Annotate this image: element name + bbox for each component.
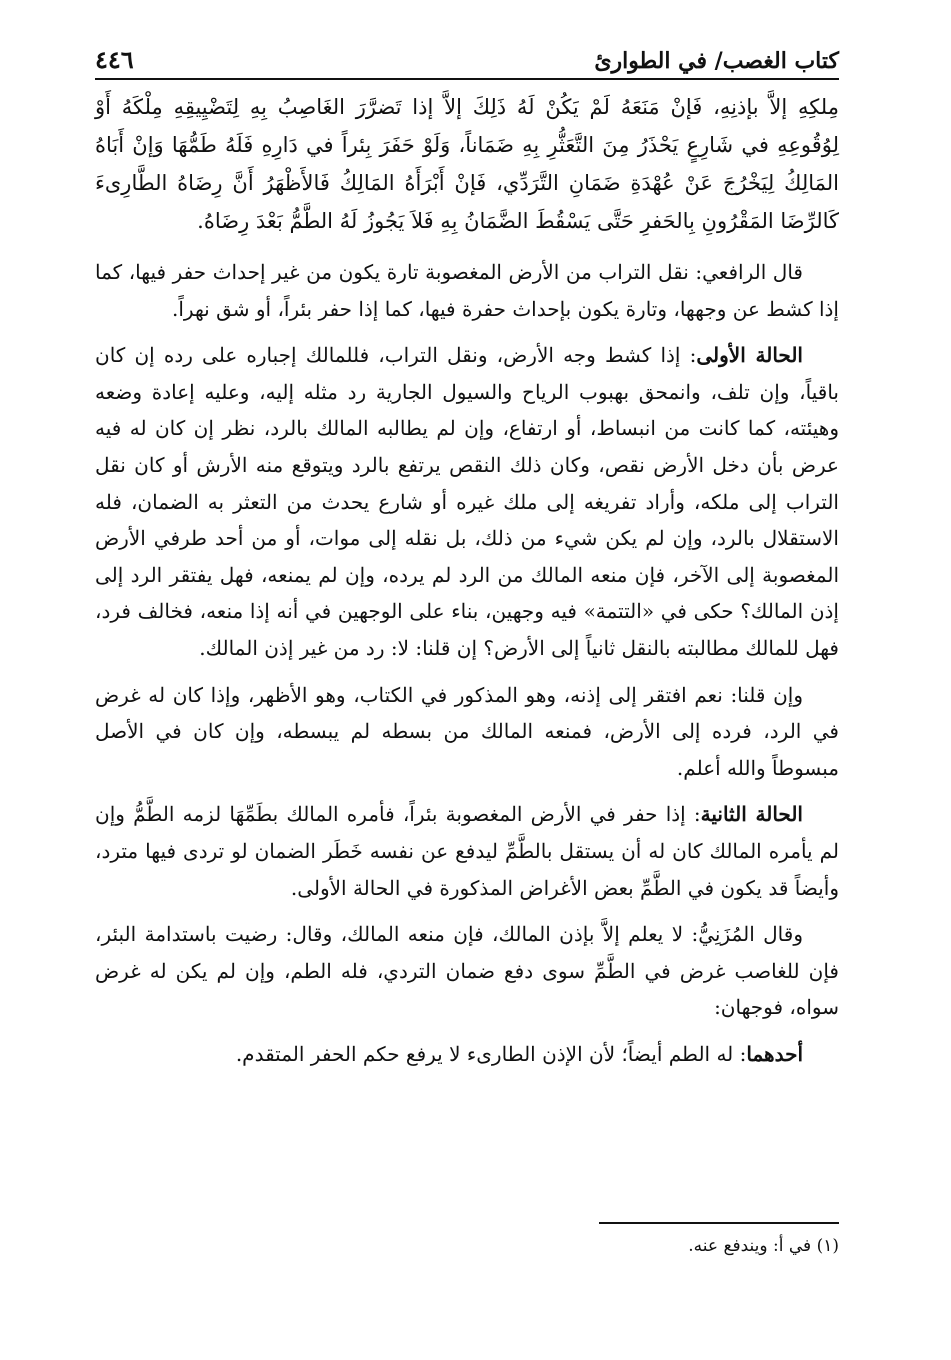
paragraph-text: وقال المُزَنِيُّ: لا يعلم إلاَّ بإذن المالك، فإن منعه المالك، وقال: رضيت باستدامة البئر، فإن للغاصب غرض في الطَّمِّ سوى دفع ضمان التردي، فله الطم، وإن لم يكن له غرض سواه، فوجهان:: [95, 922, 839, 1020]
page-body: [95, 88, 839, 1082]
footnote-rule: [599, 1222, 839, 1224]
running-title: كتاب الغصب/ في الطوارئ: [594, 48, 839, 74]
paragraph-text: : إذا كشط وجه الأرض، ونقل التراب، فللمالك إجباره على رده إن كان باقياً، وإن تلف، وانمحق بهبوب الرياح والسيول الجارية رد مثله إليه، وعليه إعادة وضعه وهيئته، كما كانت من انبساط، أو ارتفاع، وإن لم يطالبه المالك بالرد، نظر إن كان له فيه عرض بأن دخل الأرض نقص، وكان ذلك النقص يرتفع بالرد ويتوقع منه الأرش أو كان نقل التراب إلى ملكه، وأراد تفريغه إلى ملك غيره أو شارع يحدث من التعثر به الضمان، فله الاستقلال بالرد، وإن لم يكن شيء من ذلك، بل نقله إلى موات، أو من أحد طرفي الأرض المغصوبة إلى الآخر، فإن منعه المالك من الرد لم يرده، وإن لم يمنعه، فهل يفتقر الرد إلى إذن المالك؟ حكى في «التتمة» فيه وجهين، بناء على الوجهين في أنه إذا منعه، فخالف فرد، فهل للمالك مطالبته بالنقل ثانياً إلى الأرض؟ إن قلنا: لا: رد من غير إذن المالك.: [95, 343, 839, 660]
paragraph-text: : إذا حفر في الأرض المغصوبة بئراً، فأمره المالك بطَمِّهَا لزمه الطَّمُّ وإن لم يأمره المالك كان له أن يستقل بالطَّمِّ ليدفع عن نفسه خَطَر الضمان لو تردى فيها مترد، وأيضاً قد يكون في الطَّمِّ بعض الأغراض المذكورة في الحالة الأولى.: [95, 802, 839, 900]
paragraph-first-case: [95, 337, 839, 666]
paragraph-muzani: [95, 916, 839, 1026]
paragraph-first-view: [95, 1036, 839, 1073]
first-case-heading: الحالة الأولى: [696, 343, 803, 368]
paragraph-text: وإن قلنا: نعم افتقر إلى إذنه، وهو المذكور في الكتاب، وهو الأظهر، وإذا كان له غرض في الرد، فرده إلى الأرض، فمنعه المالك من بسطه لم يبسطه، وإن كان في الأصل مبسوطاً والله أعلم.: [95, 682, 839, 780]
second-case-heading: الحالة الثانية: [700, 802, 803, 827]
paragraph-second-opinion: [95, 677, 839, 787]
page-number: ٤٤٦: [95, 45, 134, 74]
footnote-marker: (١): [816, 1236, 839, 1256]
paragraph-rafii-intro: [95, 254, 839, 327]
header-rule: [95, 78, 839, 80]
first-view-heading: أحدهما: [746, 1041, 803, 1066]
matn-quote: مِلكِهِ إلاَّ بإذنِهِ، فَإنْ مَنَعَهُ لَمْ يَكُنْ لَهُ ذَلِكَ إلاَّ إذا تَضرَّرَ الغَاصِبُ بِهِ لِتَضْيِيقِهِ مِلْكَهُ أَوْ لِوُقُوعِهِ في شَارِعٍ يَحْذَرُ مِنَ التَّعَثُّرِ بِهِ ضَمَاناً، وَلَوْ حَفَرَ بِئراً في دَارِهِ فَلَهُ طَمُّهَا وَإنْ أَبَاهُ المَالِكُ لِيَخْرُجَ عَنْ عُهْدَةِ ضَمَانِ التَّرَدِّي، فَإنْ أَبْرَأَهُ المَالِكُ فَالأَظْهَرُ أَنَّ رِضَاهُ الطَّارِىءَ كَالرِّضَا المَقْرُونِ بِالحَفرِ حَتَّى يَسْقُطَ الضَّمَانُ بِهِ فَلاَ يَجُوزُ لَهُ الطَّمُّ بَعْدَ رِضَاهُ.: [95, 95, 839, 233]
paragraph-text: قال الرافعي: نقل التراب من الأرض المغصوبة تارة يكون من غير إحداث حفر فيها، كما إذا كشط عن وجهها، وتارة يكون بإحداث حفرة فيها، كما إذا حفر بئراً، أو شق نهراً.: [95, 260, 839, 321]
page-header: [95, 30, 839, 74]
footnote: [95, 1232, 839, 1260]
paragraph-second-case: [95, 796, 839, 906]
paragraph-text: : له الطم أيضاً؛ لأن الإذن الطارىء لا يرفع حكم الحفر المتقدم.: [235, 1041, 747, 1066]
footnote-text: في أ: ويندفع عنه.: [688, 1236, 812, 1256]
